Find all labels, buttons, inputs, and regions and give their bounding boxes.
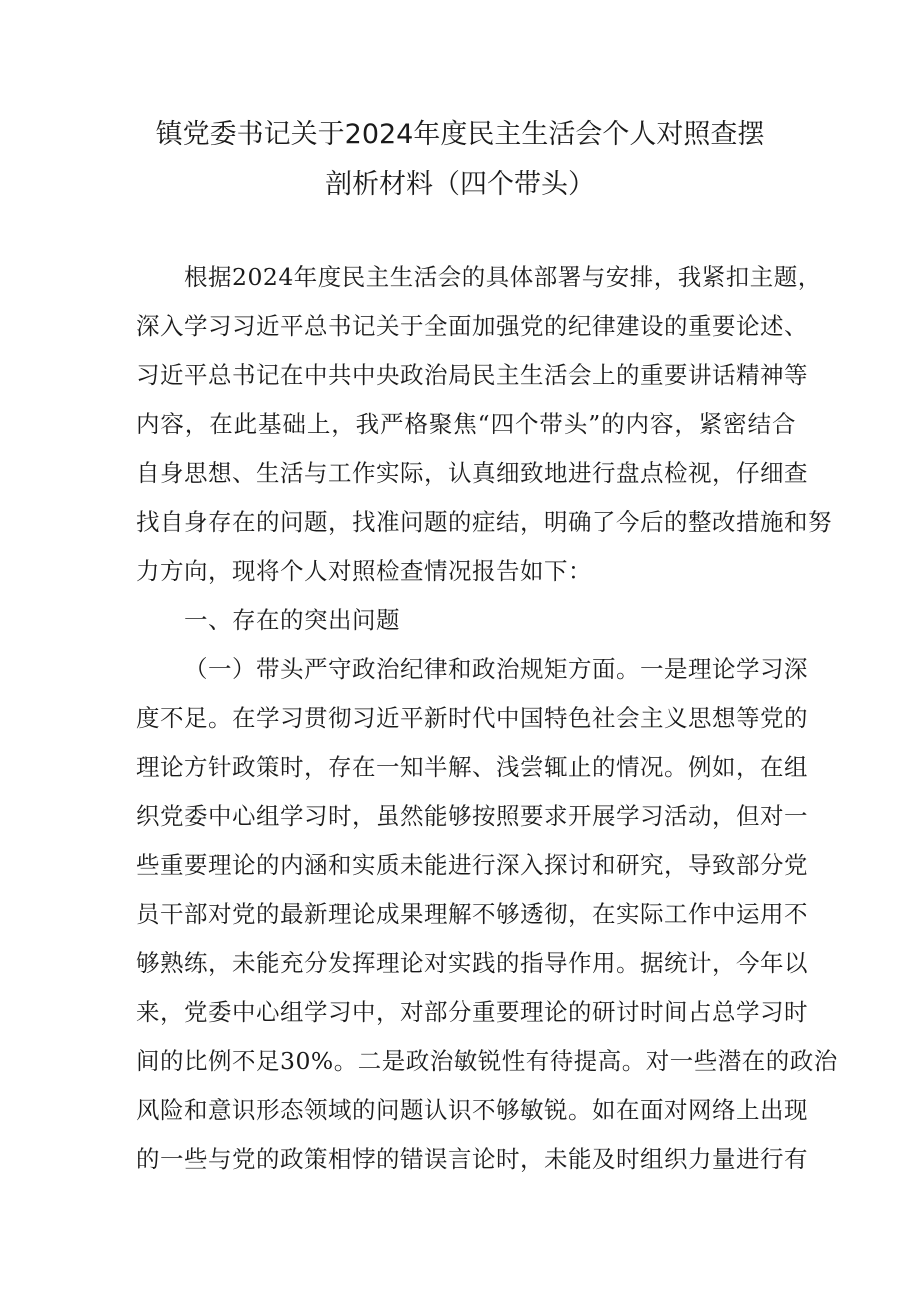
paragraph-line: 习近平总书记在中共中央政治局民主生活会上的重要讲话精神等 [136, 361, 808, 389]
paragraph-line: 深入学习习近平总书记关于全面加强党的纪律建设的重要论述、 [136, 312, 808, 340]
section-heading: 一、存在的突出问题 [184, 606, 400, 634]
paragraph-line: 织党委中心组学习时，虽然能够按照要求开展学习活动，但对一 [136, 802, 808, 830]
paragraph-line: 来，党委中心组学习中，对部分重要理论的研讨时间占总学习时 [136, 998, 808, 1026]
paragraph-line: 力方向，现将个人对照检查情况报告如下： [136, 557, 592, 585]
paragraph-line: 些重要理论的内涵和实质未能进行深入探讨和研究，导致部分党 [136, 851, 808, 879]
paragraph-line: 的一些与党的政策相悖的错误言论时，未能及时组织力量进行有 [136, 1145, 808, 1173]
paragraph-line: 员干部对党的最新理论成果理解不够透彻，在实际工作中运用不 [136, 900, 808, 928]
document-title-line-1: 镇党委书记关于2024年度民主生活会个人对照查摆 [155, 119, 765, 150]
paragraph-line: 够熟练，未能充分发挥理论对实践的指导作用。据统计，今年以 [136, 949, 808, 977]
paragraph-line: （一）带头严守政治纪律和政治规矩方面。一是理论学习深 [184, 655, 808, 683]
paragraph-line: 自身思想、生活与工作实际，认真细致地进行盘点检视，仔细查 [136, 459, 808, 487]
document-title-line-2: 剖析材料（四个带头） [325, 169, 595, 200]
paragraph-line: 间的比例不足30%。二是政治敏锐性有待提高。对一些潜在的政治 [136, 1047, 838, 1075]
paragraph-line: 度不足。在学习贯彻习近平新时代中国特色社会主义思想等党的 [136, 704, 808, 732]
paragraph-line: 理论方针政策时，存在一知半解、浅尝辄止的情况。例如，在组 [136, 753, 808, 781]
paragraph-line: 风险和意识形态领域的问题认识不够敏锐。如在面对网络上出现 [136, 1096, 808, 1124]
paragraph-line: 根据2024年度民主生活会的具体部署与安排，我紧扣主题， [184, 263, 822, 291]
paragraph-line: 找自身存在的问题，找准问题的症结，明确了今后的整改措施和努 [136, 508, 832, 536]
paragraph-line: 内容，在此基础上，我严格聚焦“四个带头”的内容，紧密结合 [136, 410, 796, 438]
